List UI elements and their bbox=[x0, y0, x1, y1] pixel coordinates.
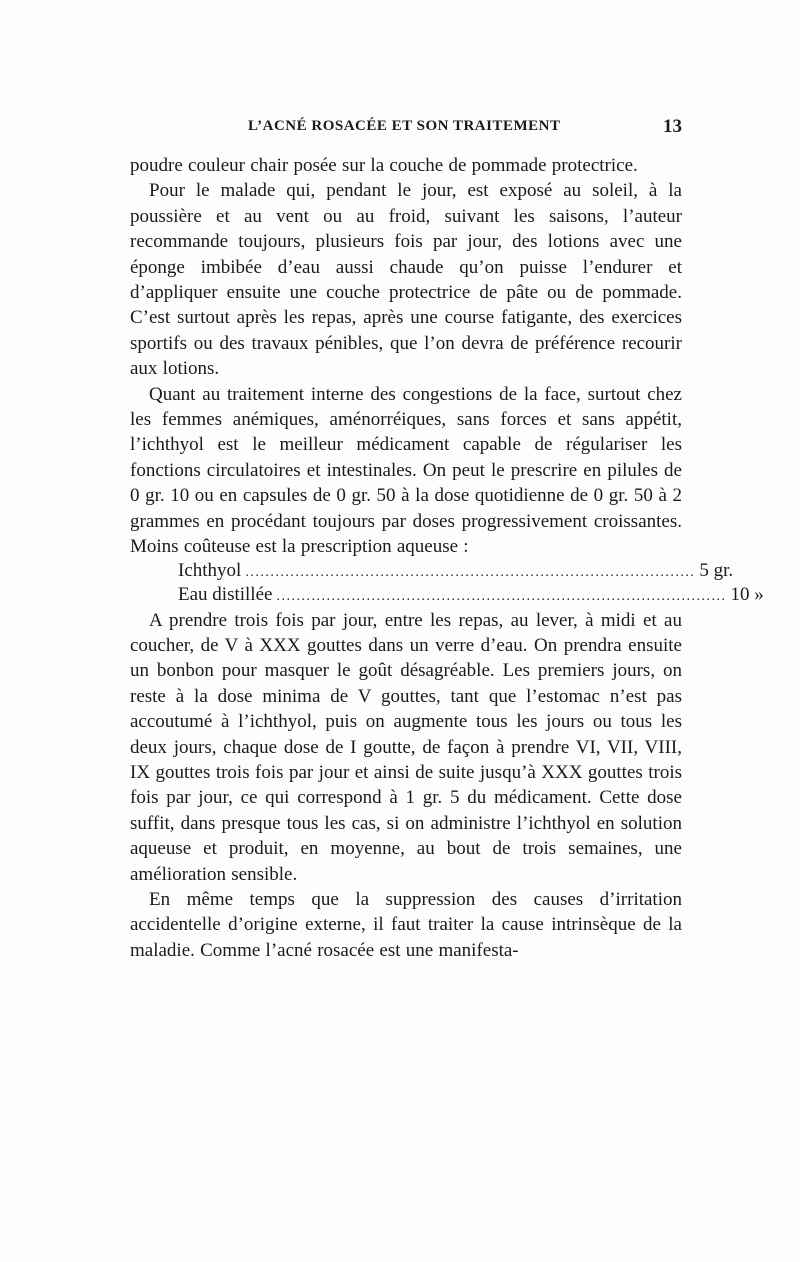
leader-dots: .......................................................................................... bbox=[276, 588, 727, 604]
page-number: 13 bbox=[663, 116, 682, 137]
paragraph-intrinsic-cause: En même temps que la suppression des causes d’irritation accidentelle d’origine externe, il faut traiter la cause intrinsèque de la maladie. Comme l’acné rosacée est une manifesta- bbox=[130, 888, 682, 961]
prescription-quantity: 10 » bbox=[730, 583, 764, 605]
leader-dots: .......................................................................................... bbox=[245, 564, 696, 580]
paragraph-internal-treatment: Quant au traitement interne des congestions de la face, surtout chez les femmes anémiques, aménorréiques, sans forces et sans appétit, l’ichthyol est le meilleur médicament capable de régulariser les fonctions circulatoires et intestinales. On peut le prescrire en pilules de 0 gr. 10 ou en capsules de 0 gr. 50 à la dose quotidienne de 0 gr. 50 à 2 grammes en procédant toujours par doses progressivement croissantes. Moins coûteuse est la prescription aqueuse : bbox=[130, 383, 682, 558]
prescription-item: Eau distillée bbox=[178, 583, 273, 605]
prescription-list bbox=[130, 559, 764, 608]
paragraph-continuation: poudre couleur chair posée sur la couche de pommade protectrice. bbox=[130, 155, 638, 176]
body-text bbox=[130, 153, 764, 963]
prescription-line bbox=[130, 559, 734, 584]
prescription-item: Ichthyol bbox=[178, 559, 242, 581]
prescription-line bbox=[130, 583, 764, 608]
paragraph-dosage: A prendre trois fois par jour, entre les repas, au lever, à midi et au coucher, de V à XXX gouttes dans un verre d’eau. On prendra ensuite un bonbon pour masquer le goût désagréable. Les premiers jours, on reste à la dose minima de V gouttes, tant que l’estomac n’est pas accoutumé à l’ichthyol, puis on augmente tous les jours ou tous les deux jours, chaque dose de I goutte, de façon à prendre VI, VII, VIII, IX gouttes trois fois par jour et ainsi de suite jusqu’à XXX gouttes trois fois par jour, ce qui correspond à 1 gr. 5 du médicament. Cette dose suffit, dans presque tous les cas, si on administre l’ichthyol en solution aqueuse et produit, en moyenne, au bout de trois semaines, une amélioration sensible. bbox=[130, 609, 682, 885]
page-header bbox=[130, 116, 682, 142]
paragraph-lotions: Pour le malade qui, pendant le jour, est exposé au soleil, à la poussière et au vent ou au froid, suivant les saisons, l’auteur recommande toujours, plusieurs fois par jour, des lotions avec une éponge imbibée d’eau aussi chaude qu’on puisse l’endurer et d’appliquer ensuite une couche protectrice de pâte ou de pommade. C’est surtout après les repas, après une course fatigante, des exercices sportifs ou des travaux pénibles, que l’on devra de préférence recourir aux lotions. bbox=[130, 180, 682, 380]
prescription-quantity: 5 gr. bbox=[699, 559, 734, 581]
running-title: L’ACNÉ ROSACÉE ET SON TRAITEMENT bbox=[248, 118, 561, 134]
